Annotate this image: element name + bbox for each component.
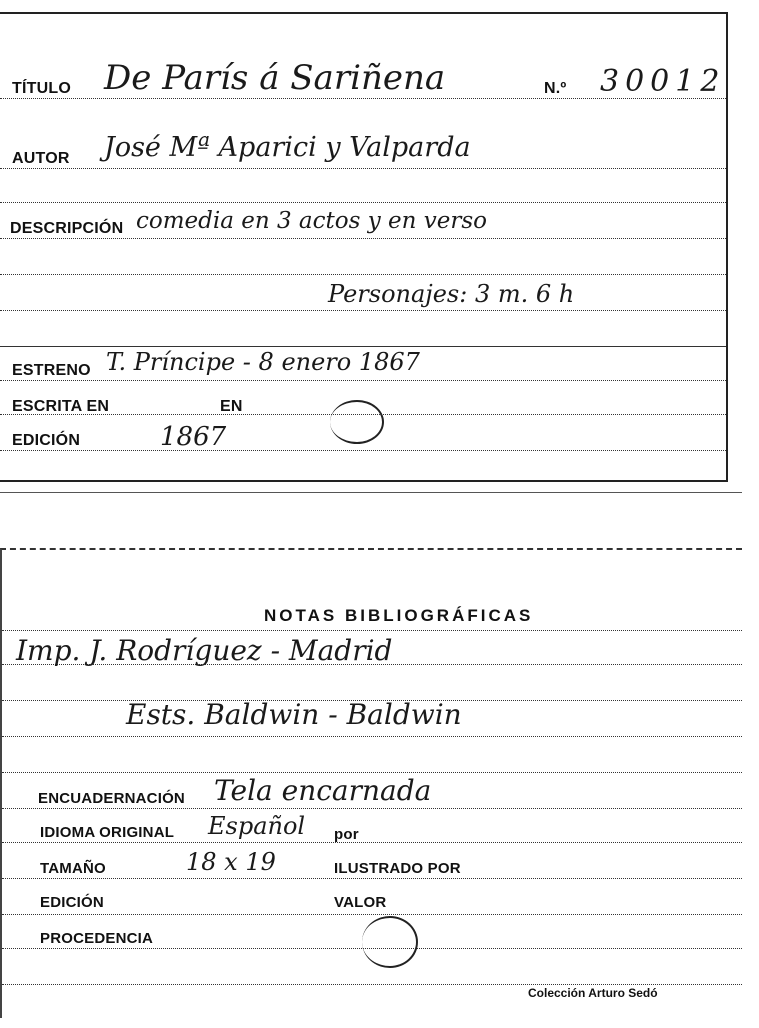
- titulo-label: TÍTULO: [12, 80, 71, 97]
- rule-line: [2, 808, 742, 809]
- rule-line: [0, 274, 726, 275]
- numero-value: 30012: [600, 64, 726, 99]
- titulo-value: De París á Sariñena: [104, 58, 446, 98]
- estreno-label: ESTRENO: [12, 362, 91, 379]
- edicion-label-bottom: EDICIÓN: [40, 894, 104, 911]
- rule-line: [2, 772, 742, 773]
- idioma-value: Español: [208, 812, 306, 840]
- en-label: EN: [220, 398, 243, 415]
- valor-label: VALOR: [334, 894, 387, 911]
- edicion-label: EDICIÓN: [12, 432, 81, 449]
- punch-hole-icon: [330, 400, 384, 444]
- rule-line: [2, 630, 742, 631]
- descripcion-value: comedia en 3 actos y en verso: [136, 208, 488, 234]
- notas-heading: NOTAS BIBLIOGRÁFICAS: [264, 606, 534, 625]
- edicion-value: 1867: [160, 422, 227, 452]
- rule-line: [0, 310, 726, 311]
- numero-label: N.º: [544, 80, 567, 97]
- rule-line: [0, 202, 726, 203]
- collection-footer: Colección Arturo Sedó: [528, 986, 658, 1000]
- autor-value: José Mª Aparici y Valparda: [104, 132, 471, 163]
- rule-line: [2, 736, 742, 737]
- catalog-card-bottom: [0, 548, 742, 1018]
- rule-line: [2, 984, 742, 985]
- rule-line: [0, 238, 726, 239]
- rule-line: [2, 914, 742, 915]
- catalog-card-top: [0, 12, 728, 482]
- descripcion-label: DESCRIPCIÓN: [10, 220, 124, 237]
- rule-line: [0, 450, 726, 451]
- tamano-label: TAMAÑO: [40, 860, 106, 877]
- rule-line: [2, 842, 742, 843]
- encuadernacion-value: Tela encarnada: [214, 774, 432, 807]
- rule-line: [2, 878, 742, 879]
- ilustrado-label: ILUSTRADO POR: [334, 860, 461, 877]
- idioma-label: IDIOMA ORIGINAL: [40, 824, 175, 841]
- rule-line: [0, 346, 726, 347]
- nota-line-2: Ests. Baldwin - Baldwin: [126, 698, 462, 731]
- card-separator: [0, 492, 742, 493]
- escrita-label: ESCRITA EN: [12, 398, 110, 415]
- rule-line: [0, 168, 726, 169]
- encuadernacion-label: ENCUADERNACIÓN: [38, 790, 185, 807]
- procedencia-label: PROCEDENCIA: [40, 930, 154, 947]
- personajes-value: Personajes: 3 m. 6 h: [328, 280, 575, 308]
- tamano-value: 18 x 19: [186, 848, 276, 876]
- nota-line-1: Imp. J. Rodríguez - Madrid: [16, 634, 393, 667]
- rule-line: [0, 380, 726, 381]
- autor-label: AUTOR: [12, 150, 70, 167]
- estreno-value: T. Príncipe - 8 enero 1867: [106, 348, 420, 376]
- punch-hole-icon: [362, 916, 418, 968]
- por-label: por: [334, 826, 359, 843]
